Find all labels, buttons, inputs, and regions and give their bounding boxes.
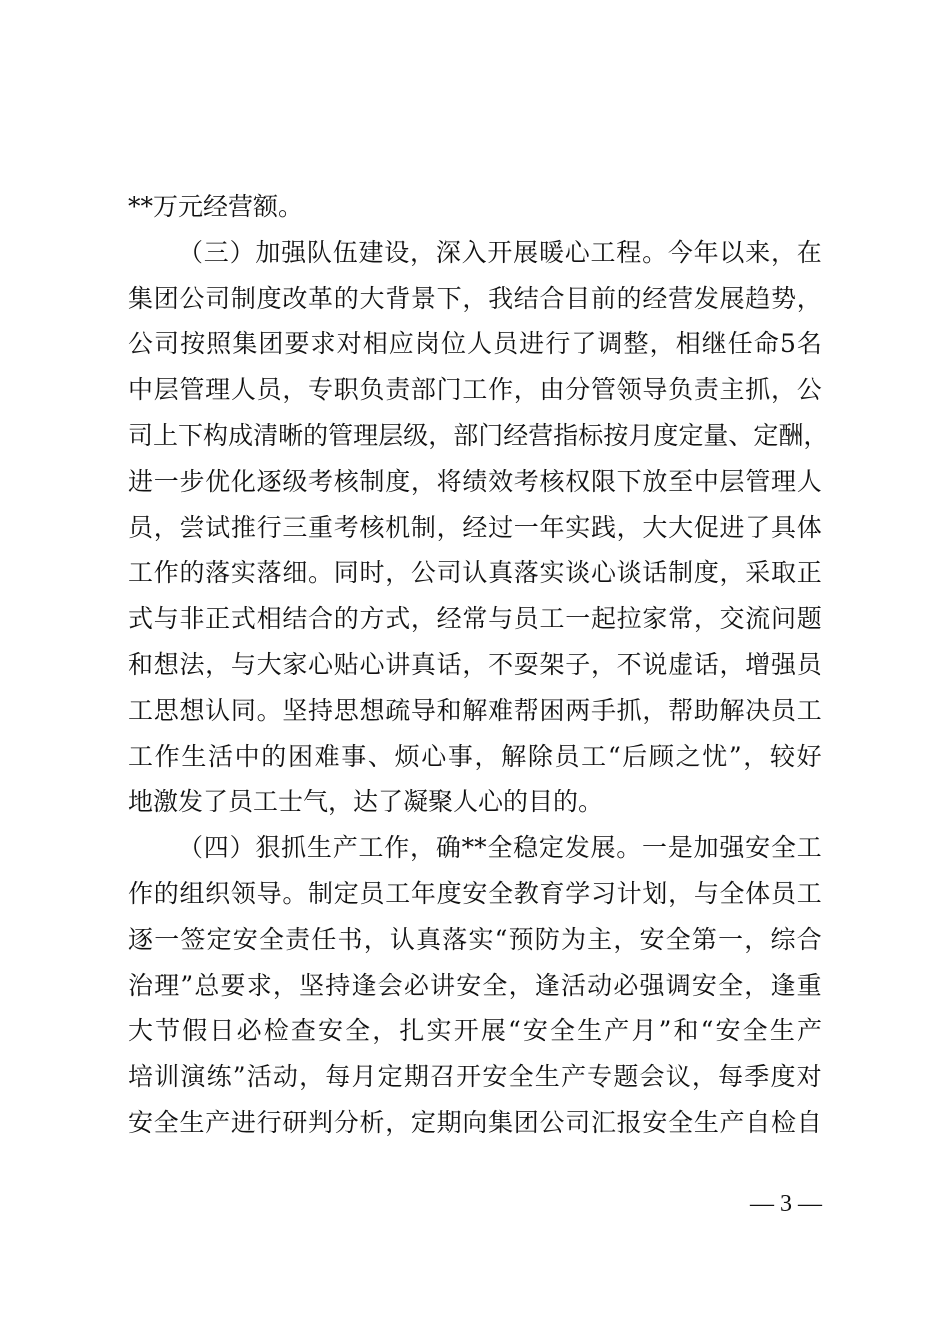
text-line: 地激发了员工士气，达了凝聚人心的目的。 [128,787,604,817]
body-text [128,184,829,1146]
text-line: 大 节 假 日 必 检 查 安 全 ， 扎 实 开 展 “ 安 全 生 产 月 ” 和 “ 安 全 生 产 [128,1016,822,1046]
text-line: 公 司 按 照 集 团 要 求 对 相 应 岗 位 人 员 进 行 了 调 整 ， 相 继 任 命 5 名 [128,329,822,359]
text-line: 安 全 生 产 进 行 研 判 分 析 ， 定 期 向 集 团 公 司 汇 报 安 全 生 产 自 检 自 [128,1107,822,1137]
text-line: 进 一 步 优 化 逐 级 考 核 制 度 ， 将 绩 效 考 核 权 限 下 放 至 中 层 管 理 人 [128,466,822,496]
text-line: 中 层 管 理 人 员 ， 专 职 负 责 部 门 工 作 ， 由 分 管 领 导 负 责 主 抓 ， 公 [128,375,822,405]
text-line: （ 四 ） 狠 抓 生 产 工 作 ， 确 ** 全 稳 定 发 展 。 一 是 加 强 安 全 工 [178,833,822,863]
text-line: **万元经营额。 [128,192,304,221]
text-line: 工 作 生 活 中 的 困 难 事 、 烦 心 事 ， 解 除 员 工 “ 后 顾 之 忧 ” ， 较 好 [128,741,822,771]
page-number: — 3 — [750,1191,822,1217]
text-line: 培 训 演 练 ” 活 动 ， 每 月 定 期 召 开 安 全 生 产 专 题 会 议 ， 每 季 度 对 [128,1062,822,1092]
text-line: 员 ， 尝 试 推 行 三 重 考 核 机 制 ， 经 过 一 年 实 践 ， 大 大 促 进 了 具 体 [128,512,822,542]
text-line: 作 的 组 织 领 导 。 制 定 员 工 年 度 安 全 教 育 学 习 计 划 ， 与 全 体 员 工 [128,878,822,908]
text-line: 集 团 公 司 制 度 改 革 的 大 背 景 下 ， 我 结 合 目 前 的 经 营 发 展 趋 势 ， [128,283,822,313]
text-line: 工 思 想 认 同 。 坚 持 思 想 疏 导 和 解 难 帮 困 两 手 抓 ， 帮 助 解 决 员 工 [128,695,822,725]
text-line: （ 三 ） 加 强 队 伍 建 设 ， 深 入 开 展 暖 心 工 程 。 今 年 以 来 ， 在 [178,237,822,267]
text-line: 和 想 法 ， 与 大 家 心 贴 心 讲 真 话 ， 不 耍 架 子 ， 不 说 虚 话 ， 增 强 员 [128,649,822,679]
text-line: 治 理 ” 总 要 求 ， 坚 持 逢 会 必 讲 安 全 ， 逢 活 动 必 强 调 安 全 ， 逢 重 [128,970,822,1000]
text-line: 逐 一 签 定 安 全 责 任 书 ， 认 真 落 实 “ 预 防 为 主 ， 安 全 第 一 ， 综 合 [128,924,822,954]
text-line: 工 作 的 落 实 落 细 。 同 时 ， 公 司 认 真 落 实 谈 心 谈 话 制 度 ， 采 取 正 [128,558,822,588]
text-line: 司 上 下 构 成 清 晰 的 管 理 层 级 ， 部 门 经 营 指 标 按 月 度 定 量 、 定 酬 ， [128,420,829,450]
text-line: 式 与 非 正 式 相 结 合 的 方 式 ， 经 常 与 员 工 一 起 拉 家 常 ， 交 流 问 题 [128,604,822,634]
